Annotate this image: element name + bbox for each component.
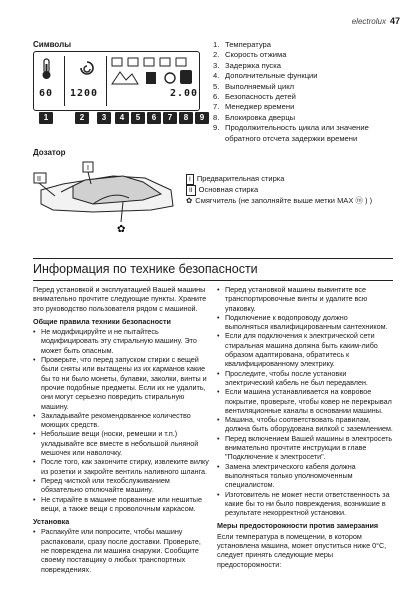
divider-line	[33, 280, 393, 281]
frost-heading: Меры предосторожности против замерзания	[217, 521, 379, 531]
time-display: 2.00	[170, 88, 199, 99]
display-panel-diagram	[33, 51, 203, 137]
list-item: • Если машина устанавливается на ковровое покрытие, проверьте, чтобы ковер не перекрывал вентиляционные каналы в основании машины.	[217, 387, 393, 415]
list-item: • Закладывайте рекомендованное количество моющих средств.	[33, 411, 209, 430]
symbols-legend	[213, 40, 369, 144]
callout-8: 8	[179, 112, 193, 124]
legend-item: 3. Задержка пуска	[213, 60, 281, 70]
left-column	[33, 285, 209, 574]
list-item: • После того, как закончите стирку, извлеките вилку из розетки и закройте вентиль наливного шланга.	[33, 457, 209, 476]
legend-item: 2. Скорость отжима	[213, 50, 287, 60]
list-item: • Перед установкой машины вывинтите все транспортировочные винты и удалите всю упаковку.	[217, 285, 393, 313]
page-number: 47	[389, 16, 400, 26]
divider-line	[33, 258, 393, 259]
legend-item: 7. Менеджер времени	[213, 102, 295, 112]
spin-speed-display: 1200	[70, 88, 99, 99]
legend-item: обратного отсчета задержки времени	[225, 133, 358, 143]
legend-item: ✿ Смягчитель (не заполняйте выше метки MAX ⓜ ) )	[186, 196, 373, 205]
status-icons-row	[110, 56, 196, 88]
svg-text:I: I	[87, 165, 89, 172]
dosing-heading: Дозатор	[33, 148, 66, 157]
callout-3: 3	[97, 112, 111, 124]
list-item: • Проверьте, что перед запуском стирки с вещей были сняты или вытащены из их карманов какие бы то ни было монеты, булавки, заколки, винты и прочие подобные предметы. Если их не удалить, они могут серьезно повредить стиральную машину.	[33, 355, 209, 411]
legend-item: 4. Дополнительные функции	[213, 71, 318, 81]
legend-item: 9. Продолжительность цикла или значение	[213, 123, 369, 133]
install-heading: Установка	[33, 517, 70, 527]
intro-text: Перед установкой и эксплуатацией Вашей машины внимательно прочтите следующие пункты. Храните это руководство пользователя рядом с машиной.	[33, 285, 207, 313]
legend-item: 1. Температура	[213, 40, 271, 49]
right-column	[217, 285, 393, 569]
install-list	[33, 527, 209, 573]
list-item: • Не стирайте в машине порванные или нешитые вещи, а также вещи с проволочным каркасом.	[33, 495, 209, 514]
brand-logo: electrolux	[351, 17, 386, 26]
svg-text:II: II	[37, 176, 41, 183]
display-frame	[33, 51, 200, 111]
list-item: • Перед чисткой или техобслуживанием обязательно отключайте машину.	[33, 476, 209, 495]
spin-icon	[78, 59, 96, 79]
callout-4: 4	[115, 112, 129, 124]
list-item: • Замена электрического кабеля должна выполняться только уполномоченным специалистом.	[217, 462, 393, 490]
callout-9: 9	[195, 112, 209, 124]
section-title: Информация по технике безопасности	[33, 262, 258, 276]
thermometer-icon	[40, 58, 54, 80]
list-item: • Изготовитель не может нести ответственность за какие бы то ни было повреждения, возникшие в результате некорректной установки.	[217, 490, 393, 518]
general-rules-list	[33, 327, 209, 513]
callout-5: 5	[131, 112, 145, 124]
svg-text:✿: ✿	[117, 224, 126, 235]
divider	[106, 56, 107, 106]
list-item: • Распакуйте или попросите, чтобы машину распаковали, сразу после доставки. Проверьте, не повреждена ли машина снаружи. Сообщите своему поставщику о любых транспортных повреждениях.	[33, 527, 209, 573]
legend-item: II Основная стирка	[186, 185, 372, 196]
legend-item: 6. Безопасность детей	[213, 92, 296, 102]
callout-7: 7	[163, 112, 177, 124]
divider	[64, 56, 65, 106]
install-list-continued	[217, 285, 393, 517]
legend-item: I Предварительная стирка	[186, 174, 372, 185]
callout-1: 1	[39, 112, 53, 124]
symbols-heading: Символы	[33, 40, 72, 49]
list-item: • Если для подключения к электрической сети стиральная машина должна быть каким-либо образом адаптирована, обратитесь к квалифицированному электрику.	[217, 331, 393, 368]
detergent-drawer-illustration	[33, 160, 183, 245]
frost-text: Если температура в помещении, в котором установлена машина, может опуститься ниже 0°C, следует принять следующие меры предосторожности:	[217, 531, 387, 569]
callout-6: 6	[147, 112, 161, 124]
page-header	[352, 16, 400, 26]
list-item: • Небольшие вещи (носки, ремешки и т.п.) укладывайте все вместе в небольшой льняной мешочек или наволочку.	[33, 429, 209, 457]
general-heading: Общие правила техники безопасности	[33, 316, 171, 326]
list-item: • Не модифицируйте и не пытайтесь модифицировать эту стиральную машину. Это может быть опасным.	[33, 327, 209, 355]
legend-item: 5. Выполняемый цикл	[213, 81, 295, 91]
legend-item: 8. Блокировка дверцы	[213, 112, 296, 122]
temperature-display: 60	[39, 88, 54, 99]
dosing-legend	[186, 174, 372, 206]
list-item: • Машина, чтобы соответствовать правилам, должна быть оборудована вилкой с заземлением.	[217, 415, 393, 434]
list-item: • Проследите, чтобы после установки электрический кабель не был передавлен.	[217, 369, 393, 388]
list-item: • Подключение к водопроводу должно выполняться квалифицированным сантехником.	[217, 313, 393, 332]
callout-2: 2	[75, 112, 89, 124]
list-item: • Перед включением Вашей машины в электросеть внимательно прочтите инструкции в главе "Подключение к электросети".	[217, 434, 393, 462]
